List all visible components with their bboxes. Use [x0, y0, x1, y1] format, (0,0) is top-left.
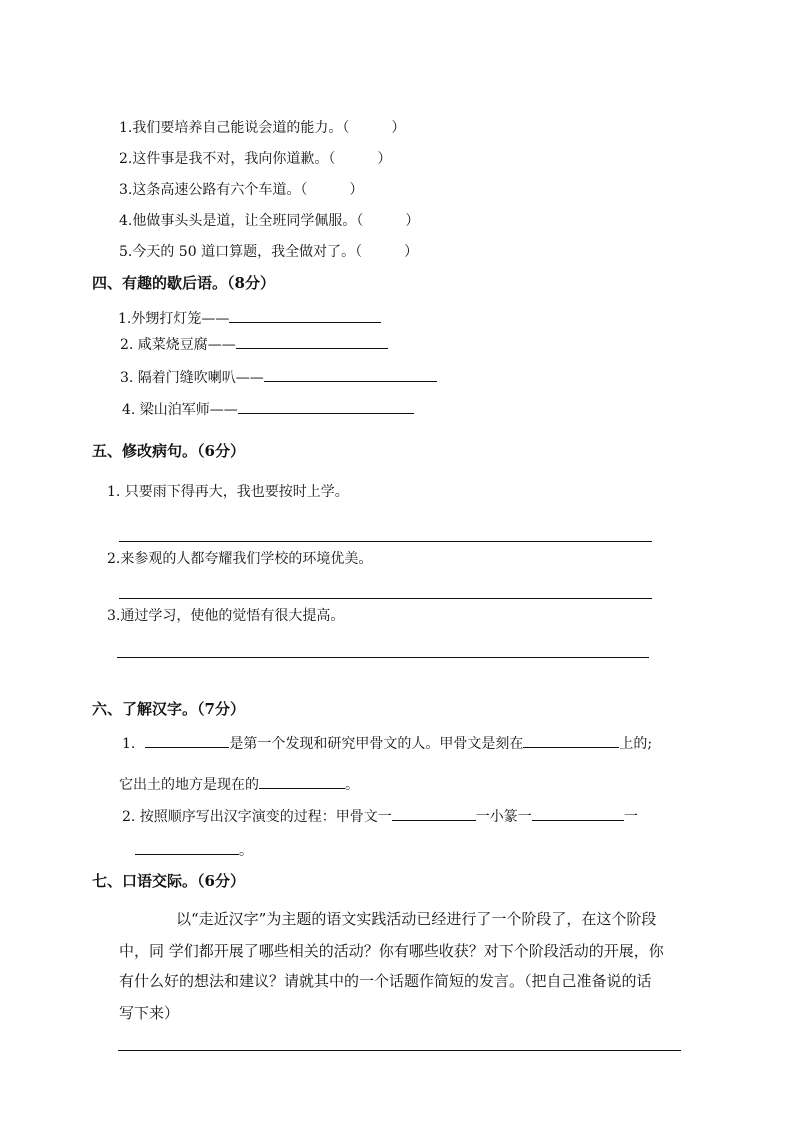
judge-item-5: 5.今天的 50 道口算题，我全做对了。（ ）	[119, 244, 419, 260]
judge-item-4: 4.他做事头头是道，让全班同学佩服。（ ）	[119, 213, 420, 229]
idiom-item-3	[120, 367, 437, 387]
prompt-line-2: 中，同 学们都开展了哪些相关的活动？你有哪些收获？对下个阶段活动的开展，你	[119, 942, 664, 960]
section-heading-7: 七、口语交际。（6分）	[92, 872, 245, 890]
prompt-line-1: 以“走近汉字”为主题的语文实践活动已经进行了一个阶段了，在这个阶段	[176, 910, 657, 928]
question-text: 一	[623, 809, 638, 825]
idiom-item-4	[122, 399, 414, 419]
answer-blank[interactable]	[523, 733, 619, 748]
hanzi-question-1	[122, 733, 652, 753]
prompt-line-3: 有什么好的想法和建议？请就其中的一个话题作简短的发言。（把自己准备说的话	[119, 972, 652, 990]
answer-blank[interactable]	[238, 399, 414, 414]
section-heading-5: 五、修改病句。（6分）	[92, 442, 245, 460]
question-text: 它出土的地方是现在的	[119, 777, 259, 793]
section-heading-4: 四、有趣的歇后语。（8分）	[92, 274, 275, 292]
prompt-line-4: 写下来）	[119, 1004, 180, 1022]
hanzi-question-2-line2	[135, 840, 253, 860]
sentence-item-1: 1. 只要雨下得再大，我也要按时上学。	[107, 484, 349, 500]
answer-blank[interactable]	[264, 367, 437, 382]
answer-blank[interactable]	[392, 806, 476, 821]
judge-item-3: 3.这条高速公路有六个车道。（ ）	[119, 182, 364, 198]
answer-blank[interactable]	[259, 774, 345, 789]
question-text: 2. 按照顺序写出汉字演变的过程：甲骨文一	[122, 809, 392, 825]
idiom-label: 3. 隔着门缝吹喇叭——	[120, 370, 264, 386]
answer-line-2[interactable]	[119, 598, 652, 599]
answer-blank[interactable]	[236, 334, 388, 349]
sentence-item-2: 2.来参观的人都夸耀我们学校的环境优美。	[107, 551, 373, 567]
idiom-item-1	[118, 308, 381, 328]
hanzi-question-1-line2	[119, 774, 359, 794]
sentence-item-3: 3.通过学习，使他的觉悟有很大提高。	[107, 608, 345, 624]
idiom-label: 1.外甥打灯笼——	[118, 311, 230, 327]
idiom-item-2	[120, 334, 388, 354]
answer-blank[interactable]	[135, 840, 239, 855]
question-text: 是第一个发现和研究甲骨文的人。甲骨文是刻在	[229, 736, 524, 752]
answer-line-1[interactable]	[119, 541, 652, 542]
answer-blank[interactable]	[532, 806, 624, 821]
section-heading-6: 六、了解汉字。（7分）	[92, 700, 245, 718]
answer-blank[interactable]	[145, 733, 229, 748]
answer-blank[interactable]	[229, 308, 381, 323]
question-text: 。	[345, 777, 359, 793]
idiom-label: 2. 咸菜烧豆腐——	[120, 337, 236, 353]
question-text: 上的;	[619, 736, 653, 752]
question-text: 。	[239, 843, 253, 859]
question-text: 一小篆一	[475, 809, 532, 825]
hanzi-question-2	[122, 806, 638, 826]
answer-line-speech[interactable]	[118, 1050, 681, 1051]
answer-line-3[interactable]	[117, 657, 649, 658]
judge-item-2: 2.这件事是我不对，我向你道歉。（ ）	[119, 151, 392, 167]
judge-item-1: 1.我们要培养自己能说会道的能力。（ ）	[119, 120, 406, 136]
question-number: 1.	[122, 736, 136, 752]
idiom-label: 4. 梁山泊军师——	[122, 402, 238, 418]
